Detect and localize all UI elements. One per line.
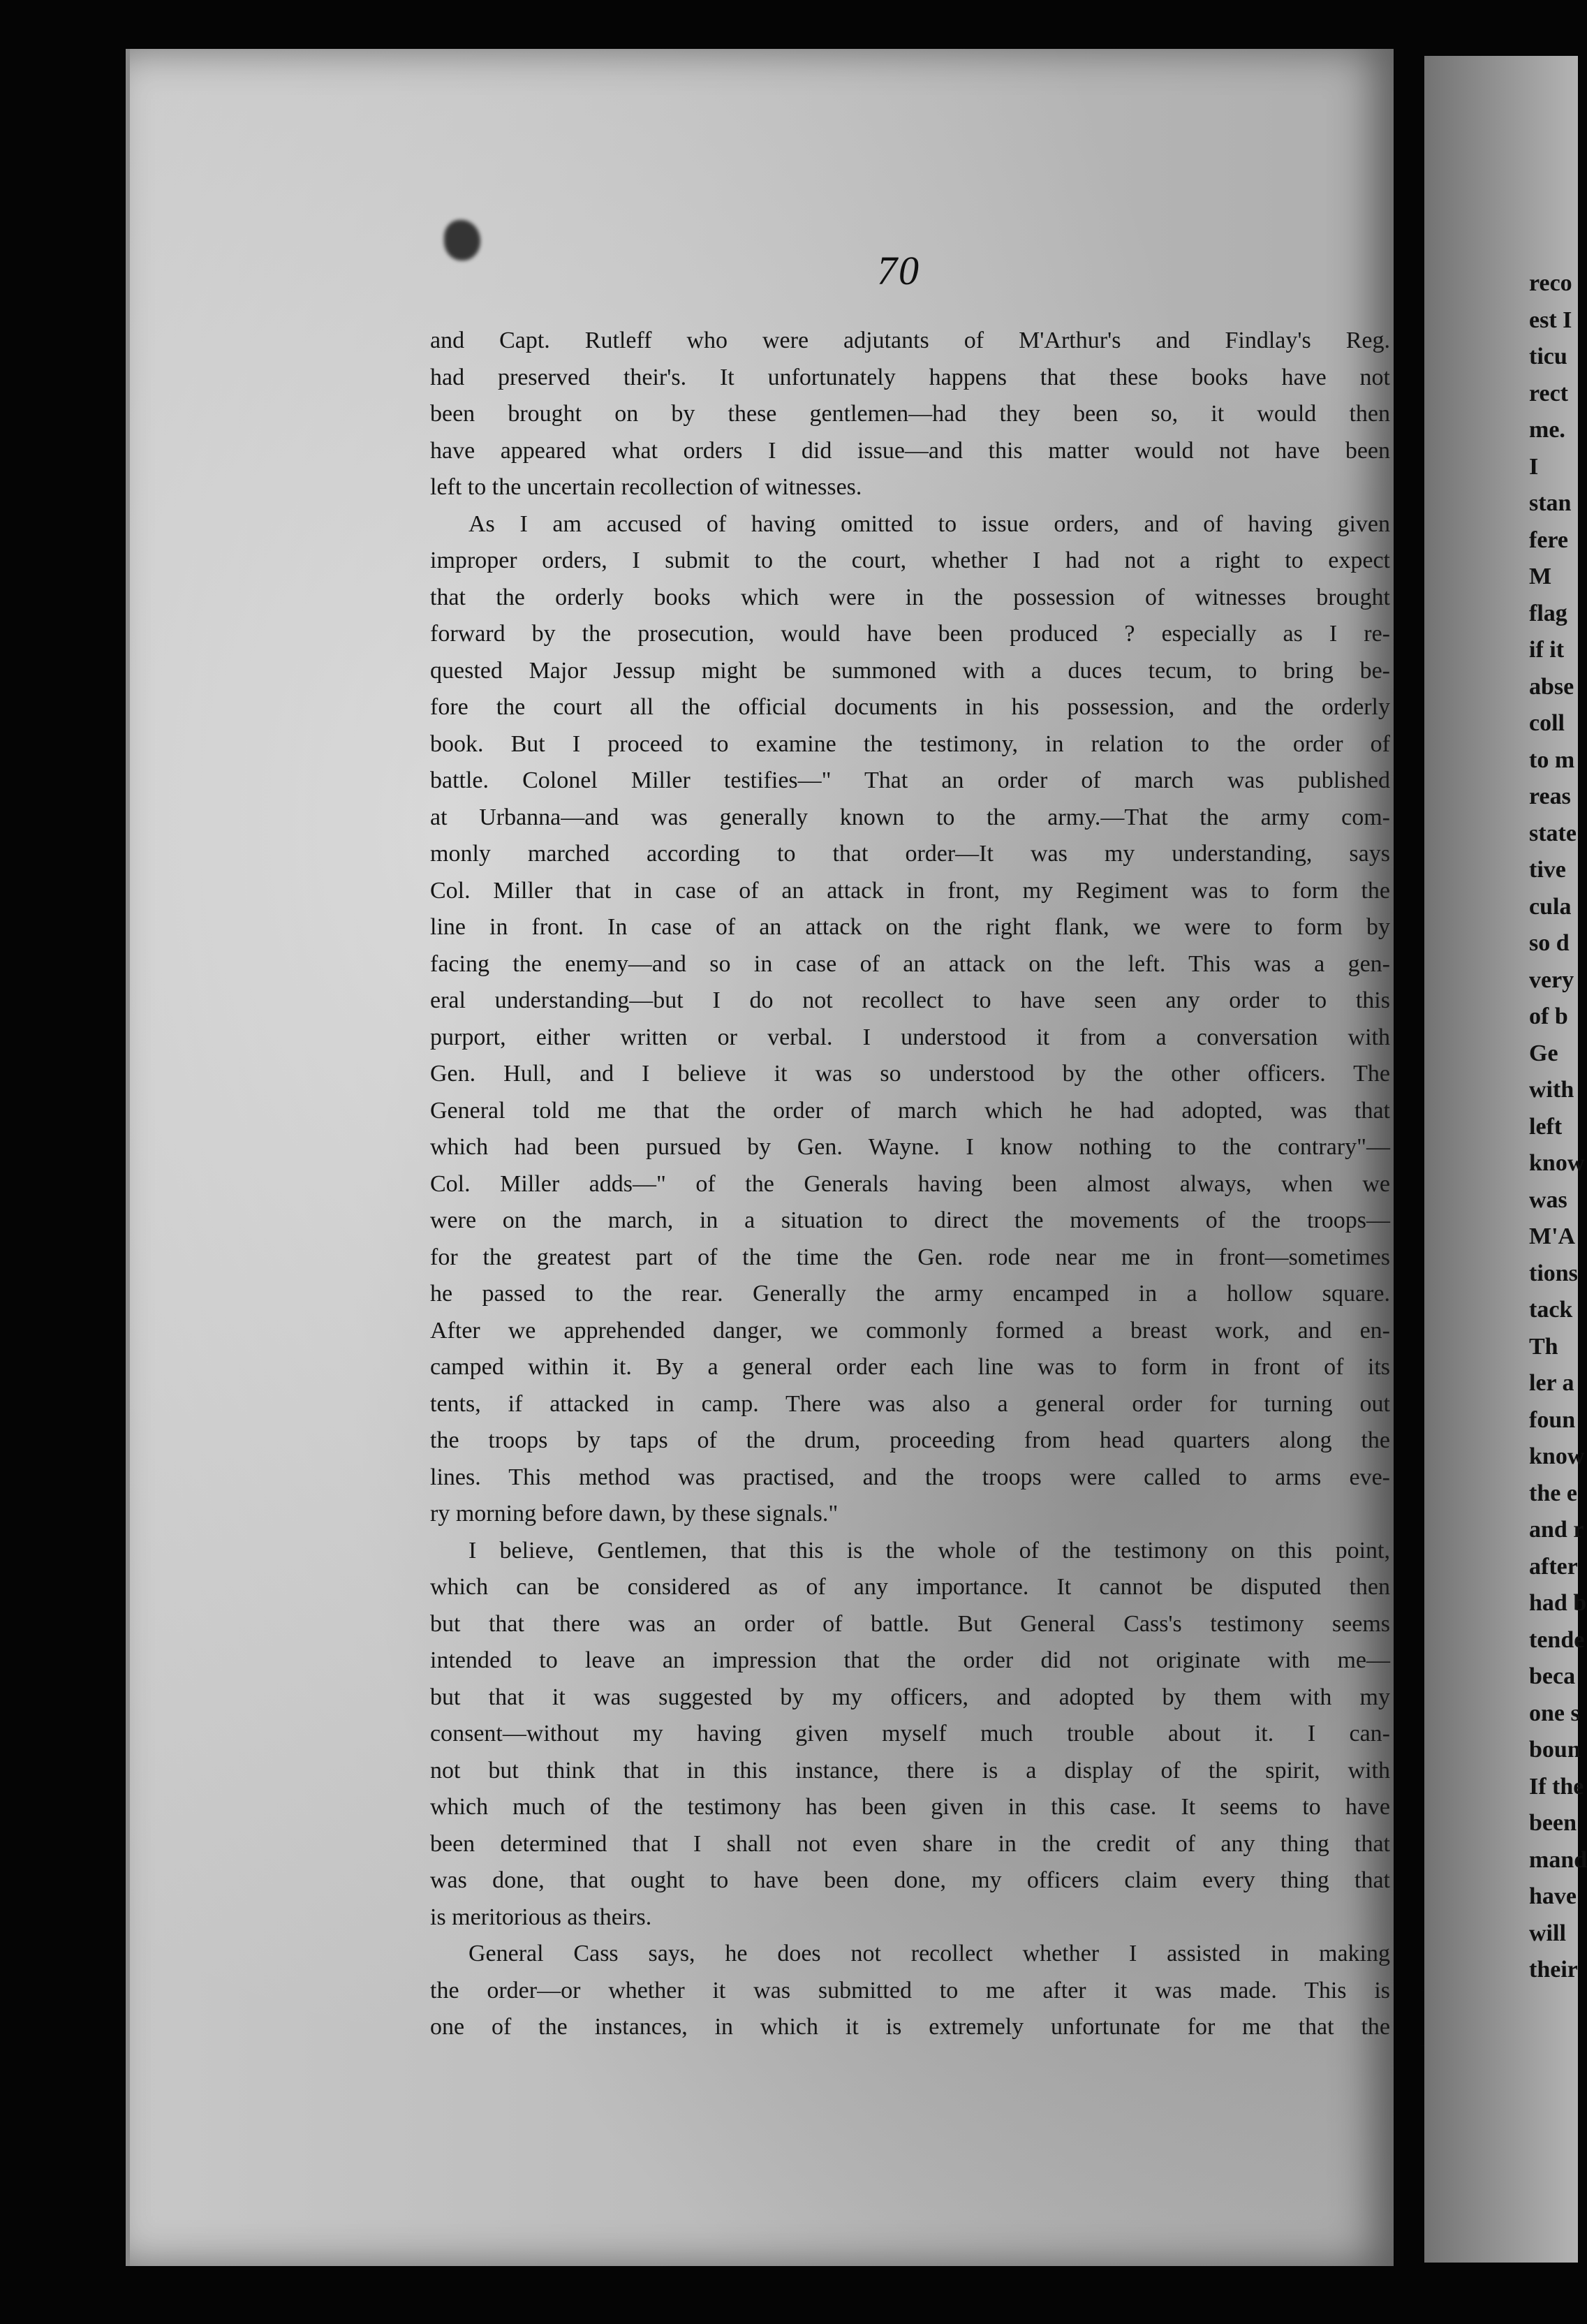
text-line: improper orders, I submit to the court, whether I had not a right to expect xyxy=(430,547,1390,573)
adjacent-page-fragment: of b xyxy=(1529,1003,1568,1029)
page-number: 70 xyxy=(877,248,920,293)
adjacent-page-fragment: boun xyxy=(1529,1737,1581,1763)
text-line: I believe, Gentlemen, that this is the whole of the testimony on this point, xyxy=(468,1537,1390,1564)
text-line: facing the enemy—and so in case of an attack on the left. This was a gen- xyxy=(430,950,1390,977)
text-line: forward by the prosecution, would have been produced ? especially as I re- xyxy=(430,621,1390,647)
adjacent-page-fragment: after xyxy=(1529,1553,1578,1580)
text-line: that the orderly books which were in the possession of witnesses brought xyxy=(430,584,1390,610)
adjacent-page-edge xyxy=(1424,56,1587,2263)
text-line: monly marched according to that order—It was my understanding, says xyxy=(430,841,1390,867)
adjacent-page-fragment: fere xyxy=(1529,527,1568,553)
text-line: which had been pursued by Gen. Wayne. I know nothing to the contrary"— xyxy=(430,1134,1390,1160)
text-line: for the greatest part of the time the Gen. rode near me in front—sometimes xyxy=(430,1244,1390,1270)
adjacent-page-fragment: very xyxy=(1529,966,1574,993)
text-line: left to the uncertain recollection of witnesses. xyxy=(430,474,862,500)
text-line: but that it was suggested by my officers, and adopted by them with my xyxy=(430,1684,1390,1710)
text-line: Col. Miller adds—" of the Generals having been almost always, when we xyxy=(430,1170,1390,1197)
adjacent-page-fragment: reas xyxy=(1529,784,1571,809)
text-line: line in front. In case of an attack on the right flank, we were to form by xyxy=(430,914,1390,940)
adjacent-page-fragment: their xyxy=(1529,1957,1578,1983)
adjacent-page-fragment: with xyxy=(1529,1077,1574,1103)
adjacent-page-fragment: cula xyxy=(1529,893,1572,920)
adjacent-page-fragment: Ge xyxy=(1529,1040,1558,1066)
adjacent-page-fragment: and r xyxy=(1529,1517,1584,1543)
adjacent-page-fragment: If the xyxy=(1529,1773,1584,1800)
text-line: consent—without my having given myself much trouble about it. I can- xyxy=(430,1721,1390,1746)
adjacent-page-fragment: me. xyxy=(1529,417,1565,443)
text-line: General told me that the order of march which he had adopted, was that xyxy=(430,1097,1390,1124)
text-line: Col. Miller that in case of an attack in front, my Regiment was to form the xyxy=(430,877,1390,904)
adjacent-page-fragment: mand xyxy=(1529,1846,1587,1873)
text-line: lines. This method was practised, and the troops were called to arms eve- xyxy=(430,1464,1390,1490)
adjacent-page-fragment: I xyxy=(1529,453,1539,480)
adjacent-page-fragment: know xyxy=(1529,1150,1585,1176)
body-text xyxy=(430,323,1390,2046)
adjacent-page-fragment: state xyxy=(1529,820,1577,846)
text-line: book. But I proceed to examine the testimony, in relation to the order of xyxy=(430,730,1390,757)
adjacent-page-fragment: one s xyxy=(1529,1700,1580,1726)
text-line: at Urbanna—and was generally known to the army.—That the army com- xyxy=(430,804,1390,830)
adjacent-page-fragment: Th xyxy=(1529,1333,1558,1360)
adjacent-page-fragment: left xyxy=(1529,1113,1563,1140)
adjacent-page-fragment: abse xyxy=(1529,673,1574,700)
adjacent-page-fragment: tende xyxy=(1529,1626,1585,1653)
adjacent-page-fragment: ticu xyxy=(1529,344,1567,369)
adjacent-page-fragment: beca xyxy=(1529,1663,1576,1689)
text-line: was done, that ought to have been done, my officers claim every thing that xyxy=(430,1867,1390,1893)
text-line: which can be considered as of any importance. It cannot be disputed then xyxy=(430,1574,1390,1600)
adjacent-page-fragment: if it xyxy=(1529,637,1565,663)
adjacent-page-fragment: been xyxy=(1529,1810,1577,1836)
adjacent-page-fragment: ler a xyxy=(1529,1370,1574,1396)
text-line: which much of the testimony has been given in this case. It seems to have xyxy=(430,1794,1390,1820)
adjacent-page-fragment: reco xyxy=(1529,270,1572,296)
adjacent-page-fragments xyxy=(1424,265,1587,1989)
text-line: purport, either written or verbal. I understood it from a conversation with xyxy=(430,1024,1390,1050)
text-line: battle. Colonel Miller testifies—" That an order of march was published xyxy=(430,767,1390,793)
adjacent-page-fragment: tions xyxy=(1529,1260,1578,1286)
adjacent-page-fragment: know xyxy=(1529,1443,1585,1469)
adjacent-page-fragment: so d xyxy=(1529,930,1570,956)
adjacent-page-fragment: coll xyxy=(1529,710,1565,736)
ink-blot xyxy=(444,220,480,260)
adjacent-page-fragment: tack xyxy=(1529,1297,1573,1323)
adjacent-page-fragment: was xyxy=(1529,1186,1567,1213)
text-line: had preserved their's. It unfortunately happens that these books have not xyxy=(430,364,1390,390)
text-line: he passed to the rear. Generally the army encamped in a hollow square. xyxy=(430,1281,1390,1307)
text-line: were on the march, in a situation to direct the movements of the troops— xyxy=(430,1207,1390,1233)
text-line: have appeared what orders I did issue—and this matter would not have been xyxy=(430,437,1390,464)
text-line: not but think that in this instance, there is a display of the spirit, with xyxy=(430,1757,1390,1784)
adjacent-page-fragment: M xyxy=(1529,564,1552,589)
text-line: fore the court all the official documents in his possession, and the orderly xyxy=(430,694,1390,720)
text-line: After we apprehended danger, we commonly formed a breast work, and en- xyxy=(430,1317,1390,1344)
adjacent-page-fragment: tive xyxy=(1529,857,1566,883)
text-line: but that there was an order of battle. But General Cass's testimony seems xyxy=(430,1610,1390,1637)
document-page xyxy=(126,49,1394,2266)
adjacent-page-fragment: rect xyxy=(1529,380,1568,406)
text-line: ry morning before dawn, by these signals." xyxy=(430,1501,839,1527)
text-line: one of the instances, in which it is extremely unfortunate for me that the xyxy=(430,2014,1390,2040)
text-line: been brought on by these gentlemen—had they been so, it would then xyxy=(430,401,1390,427)
adjacent-page-fragment: flag xyxy=(1529,600,1567,626)
text-line: and Capt. Rutleff who were adjutants of M'Arthur's and Findlay's Reg. xyxy=(430,328,1390,353)
text-line: General Cass says, he does not recollect whether I assisted in making xyxy=(468,1941,1390,1966)
text-line: the order—or whether it was submitted to me after it was made. This is xyxy=(430,1977,1390,2003)
adjacent-page-fragment: stan xyxy=(1529,490,1572,516)
adjacent-page-fragment: have xyxy=(1529,1883,1577,1909)
adjacent-page-fragment: M'A xyxy=(1529,1223,1576,1249)
text-line: quested Major Jessup might be summoned with a duces tecum, to bring be- xyxy=(430,657,1390,684)
text-line: tents, if attacked in camp. There was also a general order for turning out xyxy=(430,1390,1390,1417)
text-line: been determined that I shall not even share in the credit of any thing that xyxy=(430,1830,1390,1857)
adjacent-page-fragment: had b xyxy=(1529,1590,1587,1616)
adjacent-page-fragment: will xyxy=(1529,1920,1566,1946)
adjacent-page-fragment: est I xyxy=(1529,307,1572,333)
text-line: camped within it. By a general order each line was to form in front of its xyxy=(430,1354,1390,1380)
text-line: is meritorious as theirs. xyxy=(430,1904,652,1930)
text-line: As I am accused of having omitted to issue orders, and of having given xyxy=(468,510,1390,537)
adjacent-page-fragment: the e xyxy=(1529,1480,1577,1506)
adjacent-page-fragment: foun xyxy=(1529,1406,1576,1433)
adjacent-page-fragment: to m xyxy=(1529,747,1575,773)
text-line: eral understanding—but I do not recollect to have seen any order to this xyxy=(430,987,1390,1013)
text-line: Gen. Hull, and I believe it was so understood by the other officers. The xyxy=(430,1061,1390,1087)
text-line: the troops by taps of the drum, proceeding from head quarters along the xyxy=(430,1427,1390,1453)
text-line: intended to leave an impression that the order did not originate with me— xyxy=(430,1647,1390,1673)
